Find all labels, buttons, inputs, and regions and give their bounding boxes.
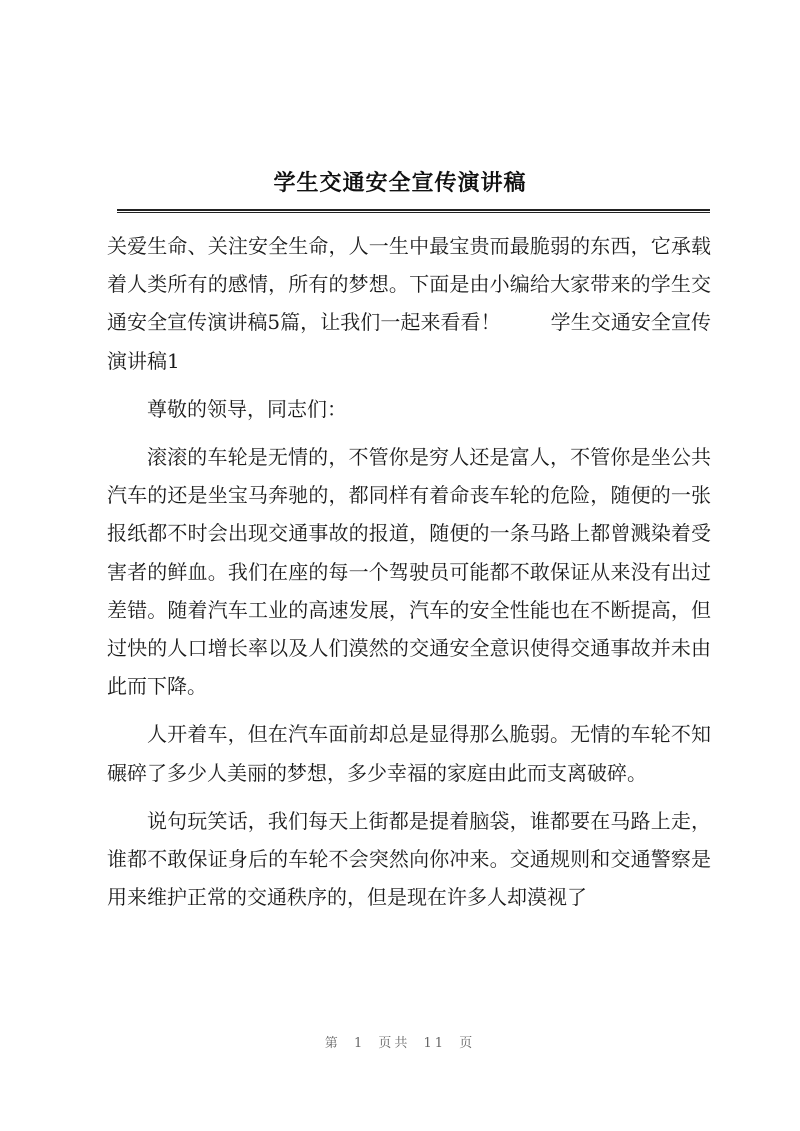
total-pages-number: 11	[423, 1036, 447, 1051]
body-paragraph: 人开着车，但在汽车面前却总是显得那么脆弱。无情的车轮不知碾碎了多少人美丽的梦想，多少幸福的家庭由此而支离破碎。	[107, 722, 711, 785]
page-label-prefix: 第	[324, 1036, 341, 1051]
intro-text: 关爱生命、关注安全生命，人一生中最宝贵而最脆弱的东西，它承载着人类所有的感情，所有的梦想。下面是由小编给大家带来的学生交通安全宣传演讲稿5篇，让我们一起来看看！	[107, 234, 711, 335]
page-label-suffix: 页	[459, 1036, 476, 1051]
page-title: 学生交通安全宣传演讲稿	[273, 170, 527, 196]
section-heading: 学生交通安全宣传演讲稿1	[107, 310, 712, 373]
body-paragraph: 滚滚的车轮是无情的，不管你是穷人还是富人，不管你是坐公共汽车的还是坐宝马奔驰的，都同样有着命丧车轮的危险，随便的一张报纸都不时会出现交通事故的报道，随便的一条马路上都曾溅染着受害者的鲜血。我们在座的每一个驾驶员可能都不敢保证从来没有出过差错。随着汽车工业的高速发展，汽车的安全性能也在不断提高，但过快的人口增长率以及人们漠然的交通安全意识使得交通事故并未由此而下降。	[107, 445, 711, 699]
greeting-line: 尊敬的领导，同志们：	[147, 396, 347, 421]
title-divider	[117, 209, 710, 213]
current-page-number: 1	[353, 1036, 366, 1051]
intro-paragraph	[107, 227, 711, 380]
body-paragraph: 说句玩笑话，我们每天上街都是提着脑袋，谁都要在马路上走，谁都不敢保证身后的车轮不会突然向你冲来。交通规则和交通警察是用来维护正常的交通秩序的，但是现在许多人却漠视了	[107, 808, 711, 910]
page-number-footer	[0, 1032, 800, 1051]
page-label-middle: 页共	[378, 1036, 411, 1051]
document-body	[107, 227, 711, 916]
